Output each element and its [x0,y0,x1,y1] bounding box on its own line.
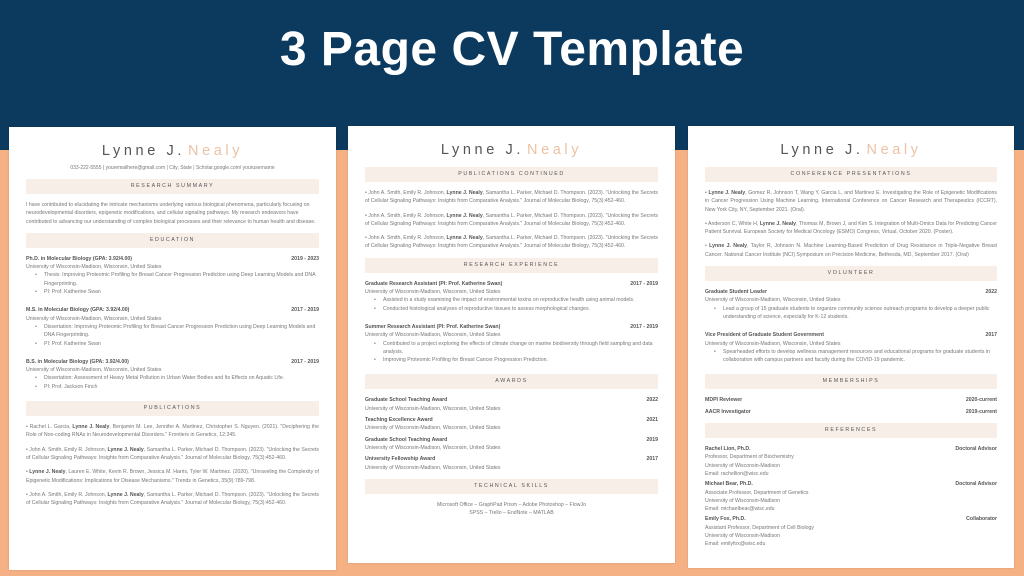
citation-rest: , Gomez R, Johnson T, Wang Y, Garcia L, and Martinez E. Investigating the Role of Epigenetic Modifications in Cancer Progression Using Machine Learning. International Conference on Cancer Research and Therapeutics (ICCRT), New York City, NY, September 2021. (Oral). [705,190,997,213]
reference-detail: Assistant Professor, Department of Cell Biology [705,524,814,531]
cv-page-1 [9,127,336,570]
reference-detail: Email: emilyfox@wisc.edu [705,541,766,548]
citation-author-highlight: Lynne J. Nealy [446,212,483,219]
entry-date: Doctoral Advisor [955,481,997,488]
entry-bullets [26,323,319,348]
entry-organization: University of Wisconsin-Madison, Wisconsin, United States [365,405,501,412]
reference-detail: Associate Professor, Department of Genetics [705,489,809,496]
citation-rest: , Benjamin M. Lee, Jennifer A. Martinez, Christopher S. Nguyen. (2021). "Deciphering the Role of Non-coding RNAs in Neurodevelopmental Disorders." Frontiers in Genetics, 12:345. [26,424,319,439]
citation-author-highlight: Lynne J. Nealy [107,491,144,498]
cv-page-3 [688,126,1014,568]
entry-organization: University of Wisconsin-Madison, Wisconsin, United States [365,425,501,432]
entry-header [705,408,997,416]
entry-organization: University of Wisconsin-Madison, Wisconsin, United States [26,315,162,322]
section-heading: TECHNICAL SKILLS [365,479,658,494]
name-first: Lynne J. [440,142,524,158]
entry-organization: University of Wisconsin-Madison, Wisconsin, United States [365,289,501,296]
citation-rest: , Samantha L. Parker, Michael D. Thompson. (2023). "Unlocking the Secrets of Cellular Signaling Pathways: Insights from Comparative Analysis." Journal of Molecular Biology, 75(3):452-460. [26,446,319,461]
entry-organization: University of Wisconsin-Madison, Wisconsin, United States [26,264,162,271]
entry-date: 2020-current [965,397,997,404]
entry-organization: University of Wisconsin-Madison, Wisconsin, United States [26,367,162,374]
entry-date: 2019 [646,436,658,443]
citation-author-highlight: Lynne J. Nealy [107,446,144,453]
entry-date: 2017 - 2019 [630,323,658,330]
entry-header [365,396,658,404]
section-memberships [705,374,997,416]
section-technical-skills [365,479,658,518]
name-last: Nealy [188,143,244,159]
entry-header [365,455,658,463]
citation-rest: , Taylor R, Johnson N. Machine Learning-Based Prediction of Drug Resistance in Triple-Negative Breast Cancer. National Cancer Institute (NCI) Symposium on Precision Medicine, Bethesda, MD, September 2017. (Oral) [705,243,998,258]
contact-info: 033-222-5555 | youremailhere@gmail.com | City, State | Scholar.google.com/ yourusername [70,165,275,171]
entry-bullets [26,374,319,391]
entry-bullets [365,296,658,313]
cv-page-2 [348,126,675,563]
cv-entry [26,255,319,296]
citation-prefix: • Rachel L. Garcia, [26,424,73,431]
citation-prefix: • John A. Smith, Emily R. Johnson, [365,235,447,242]
bullet-item: • Assisted in a study examining the impact of environmental toxins on reproductive health using animal models. [374,296,658,304]
entry-header [705,445,997,453]
bullet-item: • PI: Prof. Katherine Swan [35,288,319,296]
reference-detail: Email: rachellion@wisc.edu [705,470,769,477]
entry-header [705,396,997,404]
bullet-item: • Improving Proteomic Profiling for Breast Cancer Progression Prediction. [374,356,658,364]
citation-prefix: • [26,469,30,476]
section-heading: MEMBERSHIPS [705,374,997,389]
citation-rest: , Thomas M, Brown J, and Kim S. Integration of Multi-Omics Data for Predicting Cancer Patient Survival. European Society for Medical Oncology (ESMO) Congress, Virtual, October 2020. (Poster). [705,220,998,236]
reference-detail: Professor, Department of Biochemistry [705,454,794,461]
section-heading: PUBLICATIONS CONTINUED [365,167,658,182]
cv-entry [705,331,997,364]
entry-header [705,331,997,339]
bullet-item: • Contributed to a project exploring the effects of climate change on marine biodiversity through field sampling and data analysis. [374,340,658,357]
cv-name [365,140,658,160]
cv-entry [365,396,658,413]
reference-detail: Email: michaelbear@wisc.edu [705,506,775,513]
entry-header [365,323,658,331]
section-heading: PUBLICATIONS [26,401,319,416]
entry-title: Teaching Excellence Award [365,417,433,424]
skills-line: SPSS – Trello – EndNote – MATLAB [469,510,554,517]
section-conference-presentations [705,167,997,259]
citation-rest: , Samantha L. Parker, Michael D. Thompson. (2023). "Unlocking the Secrets of Cellular Signaling Pathways: Insights from Comparative Analysis." Journal of Molecular Biology, 75(3):452-460. [365,212,658,227]
entry-header [705,515,997,523]
entry-organization: University of Wisconsin-Madison, Wisconsin, United States [365,444,501,451]
section-text: I have contributed to elucidating the intricate mechanisms underlying various biological phenomena, particularly focusing on neurodevelopmental disorders, epigenetic modifications, and cellular signaling pathways. My research endeavors have contributed to advancing our understanding of complex biological processes and their relevance to human health and disease. [26,202,316,225]
cv-entry [365,455,658,472]
citation-prefix: • [705,190,709,196]
entry-title: Vice President of Graduate Student Government [705,332,824,339]
citation-author-highlight: Lynne J. Nealy [708,190,746,196]
citation-author-highlight: Lynne J. Nealy [759,220,797,227]
entry-date: 2021 [646,417,658,424]
citation-prefix: • John A. Smith, Emily R. Johnson, [26,446,108,453]
section-research-experience [365,258,658,365]
cv-entry [365,280,658,313]
reference-detail: University of Wisconsin-Madison [705,497,780,504]
publication-item [26,446,319,463]
entry-organization: University of Wisconsin-Madison, Wisconsin, United States [705,297,841,304]
entry-date: 2017 [646,456,658,463]
entry-title: Michael Bear, Ph.D. [705,481,753,488]
section-heading: AWARDS [365,374,658,389]
citation-rest: , Lauren E. White, Kevin R. Brown, Jessica M. Harris, Tyler W. Martinez. (2020). "Unraveling the Complexity of Epigenetic Modifications: Implications for Disease Mechanisms." Trends in Genetics, 35(9):789-798. [26,469,319,484]
bullet-item: • PI: Prof. Jackson Finch [35,383,319,391]
cv-entry [365,323,658,364]
cv-entry [705,480,997,513]
citation-rest: , Samantha L. Parker, Michael D. Thompson. (2023). "Unlocking the Secrets of Cellular Signaling Pathways: Insights from Comparative Analysis." Journal of Molecular Biology, 75(3):452-460. [365,190,658,205]
section-publications-continued [365,167,658,251]
section-volunteer [705,266,997,364]
entry-date: 2019-current [965,408,997,415]
reference-detail: University of Wisconsin-Madison [705,533,780,540]
publication-item [26,423,319,440]
entry-title: Ph.D. in Molecular Biology (GPA: 3.92/4.00) [26,255,132,262]
cv-entry [705,515,997,548]
section-heading: VOLUNTEER [705,266,997,281]
entry-header [365,416,658,424]
entry-title: MDPI Reviewer [705,397,743,404]
section-heading: RESEARCH EXPERIENCE [365,258,658,273]
citation-rest: , Samantha L. Parker, Michael D. Thompson. (2023). "Unlocking the Secrets of Cellular Signaling Pathways: Insights from Comparative Analysis." Journal of Molecular Biology, 75(3):452-460. [365,235,658,250]
section-publications [26,401,319,507]
citation-prefix: • [705,243,710,250]
publication-item [705,189,997,214]
entry-title: Graduate Research Assistant (PI: Prof. Katherine Swan) [365,280,503,287]
entry-header [705,480,997,488]
entry-organization: University of Wisconsin-Madison, Wisconsin, United States [365,464,501,471]
entry-date: 2017 [985,332,997,339]
bullet-item: • Conducted histological analyses of reproductive tissues to assess morphological changes. [374,305,658,313]
entry-date: Doctoral Advisor [955,446,997,453]
cv-entry [705,288,997,321]
publication-item [26,468,319,485]
citation-author-highlight: Lynne J. Nealy [72,424,110,431]
skills-line: Microsoft Office – GraphPad Prism – Adobe Photoshop – FlowJo [437,501,586,508]
entry-header [26,306,319,314]
cv-name [705,140,997,160]
entry-header [365,436,658,444]
citation-author-highlight: Lynne J. Nealy [709,243,748,250]
entry-title: B.S. in Molecular Biology (GPA: 3.92/4.00) [26,358,129,365]
publication-item [365,212,658,229]
entry-header [365,280,658,288]
entry-bullets [705,305,997,322]
name-last: Nealy [527,142,583,158]
section-heading: CONFERENCE PRESENTATIONS [705,167,997,182]
entry-date: 2019 - 2023 [291,255,319,262]
bullet-item: • PI: Prof. Katherine Swan [35,340,319,348]
entry-title: Graduate Student Leader [705,289,767,296]
entry-title: AACR Investigator [705,408,751,415]
bullet-item: • Spearheaded efforts to develop wellness management resources and educational programs for graduate students in collaboration with campus partners and faculty during the COVID-19 pandemic. [714,348,997,365]
cv-entry [26,358,319,391]
name-last: Nealy [866,142,922,158]
entry-organization: University of Wisconsin-Madison, Wisconsin, United States [365,332,501,339]
entry-header [26,358,319,366]
bullet-item: • Dissertation: Improving Proteomic Profiling for Breast Cancer Progression Prediction using Deep Learning Models and DNA Fingerprinting. [35,323,319,340]
cv-entry [705,445,997,478]
section-research-summary [26,179,319,226]
name-first: Lynne J. [780,142,864,158]
publication-item [705,220,997,237]
entry-title: M.S. in Molecular Biology (GPA: 3.92/4.00) [26,307,130,314]
entry-organization: University of Wisconsin-Madison, Wisconsin, United States [705,340,841,347]
reference-detail: University of Wisconsin-Madison [705,462,780,469]
publication-item [365,234,658,251]
section-awards [365,374,658,471]
citation-prefix: • John A. Smith, Emily R. Johnson, [365,212,447,219]
cv-entry [705,396,997,404]
section-references [705,423,997,549]
entry-date: 2017 - 2019 [291,358,319,365]
citation-prefix: • John A. Smith, Emily R. Johnson, [26,491,108,498]
section-heading: REFERENCES [705,423,997,438]
entry-title: Rachel Lion, Ph.D. [705,446,751,453]
publication-item [705,242,997,259]
entry-title: University Fellowship Award [365,456,436,463]
publication-item [365,189,658,206]
bullet-item: • Thesis: Improving Proteomic Profiling for Breast Cancer Progression Prediction using Deep Learning Models and DNA Fingerprinting. [35,271,319,288]
citation-author-highlight: Lynne J. Nealy [29,469,66,476]
cv-entry [705,408,997,416]
entry-title: Graduate School Teaching Award [365,397,448,404]
citation-prefix: • John A. Smith, Emily R. Johnson, [365,190,447,196]
entry-date: 2022 [646,397,658,404]
entry-date: Collaborator [966,516,997,523]
cv-entry [365,436,658,453]
entry-bullets [365,340,658,365]
citation-prefix: • Anderson C, White H, [705,220,760,227]
citation-rest: , Samantha L. Parker, Michael D. Thompson. (2023). "Unlocking the Secrets of Cellular Signaling Pathways: Insights from Comparative Analysis." Journal of Molecular Biology, 75(3):452-460. [26,491,319,507]
entry-title: Graduate School Teaching Award [365,436,448,443]
name-first: Lynne J. [101,143,185,159]
cv-entry [365,416,658,433]
entry-date: 2017 - 2019 [630,280,658,287]
cv-name [26,141,319,161]
citation-author-highlight: Lynne J. Nealy [446,190,483,196]
entry-date: 2017 - 2019 [291,307,319,314]
section-education [26,233,319,391]
citation-author-highlight: Lynne J. Nealy [446,235,483,242]
page-title: 3 Page CV Template [279,23,745,76]
entry-header [705,288,997,296]
bullet-item: • Lead a group of 15 graduate students to organize community science outreach programs to develop a deeper public understanding of science, especially for K-12 students. [714,305,997,322]
entry-bullets [705,348,997,365]
entry-title: Summer Research Assistant (PI: Prof. Katherine Swan) [365,323,501,330]
entry-header [26,255,319,263]
bullet-item: • Dissertation: Assessment of Heavy Metal Pollution in Urban Water Bodies and Its Effects on Aquatic Life. [35,374,319,382]
entry-date: 2022 [985,289,997,296]
entry-bullets [26,271,319,296]
cv-entry [26,306,319,347]
section-heading: RESEARCH SUMMARY [26,179,319,194]
publication-item [26,491,319,508]
section-heading: EDUCATION [26,233,319,248]
entry-title: Emily Fox, Ph.D. [705,516,746,523]
